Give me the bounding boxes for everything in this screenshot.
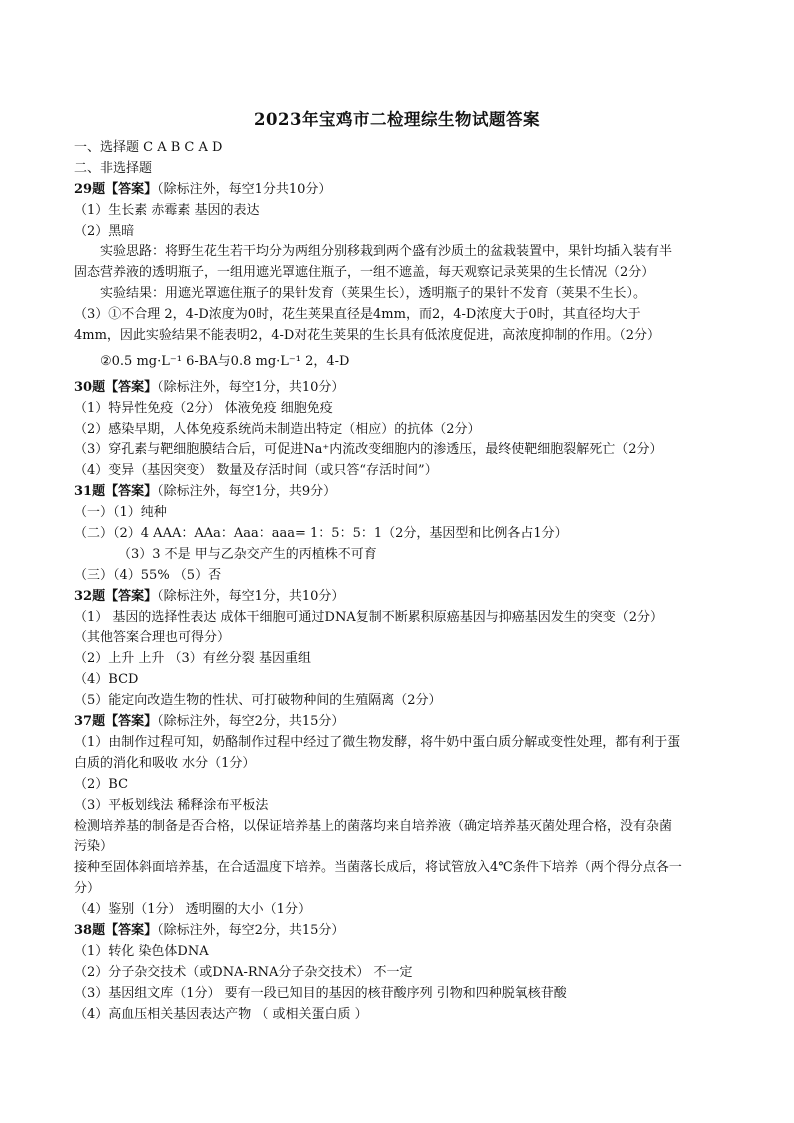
line-text: （3）3 不是 甲与乙杂交产生的丙植株不可育 <box>118 546 377 562</box>
text-line <box>74 628 724 649</box>
line-text: （除标注外，每空2分，共15分） <box>157 714 345 730</box>
line-text: （1）特异性免疫（2分） 体液免疫 细胞免疫 <box>74 400 333 416</box>
line-text: （2）上升 上升 （3）有丝分裂 基因重组 <box>74 651 311 667</box>
text-line <box>74 754 724 775</box>
text-line <box>74 858 724 879</box>
line-text: （1） 基因的选择性表达 成体干细胞可通过DNA复制不断累积原癌基因与抑癌基因发生的突变（2分） <box>74 609 663 625</box>
line-text: 接种至固体斜面培养基，在合适温度下培养。当菌落长成后，将试管放入4℃条件下培养（两个得分点各一 <box>74 860 682 876</box>
line-text: （3）①不合理 2，4-D浓度为0时，花生荚果直径是4mm，而2，4-D浓度大于0时，其直径均大于 <box>74 307 641 323</box>
question-heading: 38题【答案】 <box>74 922 158 938</box>
page-title: 2023年宝鸡市二检理综生物试题答案 <box>254 110 540 129</box>
line-text: 实验结果：用遮光罩遮住瓶子的果针发育（荚果生长），透明瓶子的果针不发育（荚果不生长）。 <box>100 286 647 302</box>
text-line <box>74 201 724 222</box>
text-line <box>74 608 724 629</box>
text-line <box>74 712 724 733</box>
text-line <box>74 942 724 963</box>
line-text: （2）感染早期，人体免疫系统尚未制造出特定（相应）的抗体（2分） <box>74 421 481 437</box>
line-text: （除标注外，每空1分，共10分） <box>157 379 345 395</box>
text-line <box>74 503 724 524</box>
question-heading: 29题【答案】 <box>74 181 158 197</box>
line-text: （3）基因组文库（1分） 要有一段已知目的基因的核苷酸序列 引物和四种脱氧核苷酸 <box>74 985 567 1001</box>
text-line <box>74 566 724 587</box>
line-text: （4）变异（基因突变） 数量及存活时间（或只答“存活时间”） <box>74 463 438 479</box>
text-line <box>74 1005 724 1026</box>
question-heading: 32题【答案】 <box>74 588 158 604</box>
line-text: 一、选择题 C A B C A D <box>74 140 223 155</box>
line-text: （一）（1）纯种 <box>74 505 167 521</box>
text-line <box>74 242 724 263</box>
text-line <box>74 900 724 921</box>
line-text: 检测培养基的制备是否合格，以保证培养基上的菌落均来自培养液（确定培养基灭菌处理合格，没有杂菌 <box>74 818 673 834</box>
text-line <box>74 879 724 900</box>
text-line <box>74 649 724 670</box>
line-text: （三）（4）55% （5）否 <box>74 567 222 583</box>
text-line <box>74 733 724 754</box>
line-text: （1）由制作过程可知，奶酪制作过程中经过了微生物发酵，将牛奶中蛋白质分解或变性处理，都有利于蛋 <box>74 734 681 750</box>
text-line <box>74 378 724 399</box>
line-text: （5）能定向改造生物的性状、可打破物种间的生殖隔离（2分） <box>74 693 442 709</box>
text-line <box>74 775 724 796</box>
text-line <box>74 587 724 608</box>
line-text: （除标注外，每空2分，共15分） <box>157 922 345 938</box>
text-line <box>74 670 724 691</box>
text-line <box>74 545 724 566</box>
line-text: （4）鉴别（1分） 透明圈的大小（1分） <box>74 902 311 918</box>
text-line <box>74 326 724 347</box>
line-text: ②0.5 mg·L⁻¹ 6-BA与0.8 mg·L⁻¹ 2，4-D <box>100 353 350 369</box>
line-text: （2）黑暗 <box>74 223 135 239</box>
question-heading: 30题【答案】 <box>74 379 158 395</box>
line-text: （3）穿孔素与靶细胞膜结合后，可促进Na⁺内流改变细胞内的渗透压，最终使靶细胞裂解死亡（2分） <box>74 442 663 458</box>
text-line <box>74 305 724 326</box>
text-line <box>74 399 724 420</box>
line-text: （4）高血压相关基因表达产物 （ 或相关蛋白质 ） <box>74 1006 368 1022</box>
line-text: （4）BCD <box>74 672 139 688</box>
text-line <box>74 461 724 482</box>
text-line <box>74 817 724 838</box>
line-text: （1）转化 染色体DNA <box>74 943 209 959</box>
line-text: （除标注外，每空1分，共10分） <box>157 588 345 604</box>
line-text: （除标注外，每空1分共10分） <box>157 181 332 197</box>
text-line <box>74 352 724 373</box>
text-line <box>74 796 724 817</box>
text-line <box>74 420 724 441</box>
line-text: 分） <box>74 881 101 897</box>
line-text: （3）平板划线法 稀释涂布平板法 <box>74 797 269 813</box>
text-line <box>74 524 724 545</box>
question-heading: 37题【答案】 <box>74 714 158 730</box>
line-text: 实验思路：将野生花生若干均分为两组分别移栽到两个盛有沙质土的盆栽装置中，果针均插入装有半 <box>100 244 673 260</box>
line-text: （二）（2）4 AAA：AAa：Aaa：aaa= 1：5：5：1（2分，基因型和比例各占1分） <box>74 526 568 542</box>
text-line <box>74 691 724 712</box>
text-line <box>74 159 724 180</box>
text-line <box>74 963 724 984</box>
line-text: 固态营养液的透明瓶子，一组用遮光罩遮住瓶子，一组不遮盖，每天观察记录荚果的生长情况（2分） <box>74 265 655 281</box>
text-line <box>74 138 724 159</box>
line-text: （2）分子杂交技术（或DNA-RNA分子杂交技术） 不一定 <box>74 964 413 980</box>
question-heading: 31题【答案】 <box>74 484 158 500</box>
text-line <box>74 984 724 1005</box>
line-text: （2）BC <box>74 776 129 792</box>
line-text: 4mm，因此实验结果不能表明2，4-D对花生荚果的生长具有低浓度促进，高浓度抑制的作用。（2分） <box>74 328 661 344</box>
text-line <box>74 284 724 305</box>
text-line <box>74 440 724 461</box>
line-text: （除标注外，每空1分，共9分） <box>157 484 337 500</box>
text-line <box>74 180 724 201</box>
text-line <box>74 837 724 858</box>
line-text: （其他答案合理也可得分） <box>74 630 231 646</box>
line-text: 二、非选择题 <box>74 160 153 176</box>
line-text: （1）生长素 赤霉素 基因的表达 <box>74 202 260 218</box>
text-line <box>74 263 724 284</box>
answer-content <box>74 138 724 1025</box>
text-line <box>74 921 724 942</box>
line-text: 白质的消化和吸收 水分（1分） <box>74 755 256 771</box>
text-line <box>74 222 724 243</box>
line-text: 污染） <box>74 839 114 855</box>
text-line <box>74 482 724 503</box>
